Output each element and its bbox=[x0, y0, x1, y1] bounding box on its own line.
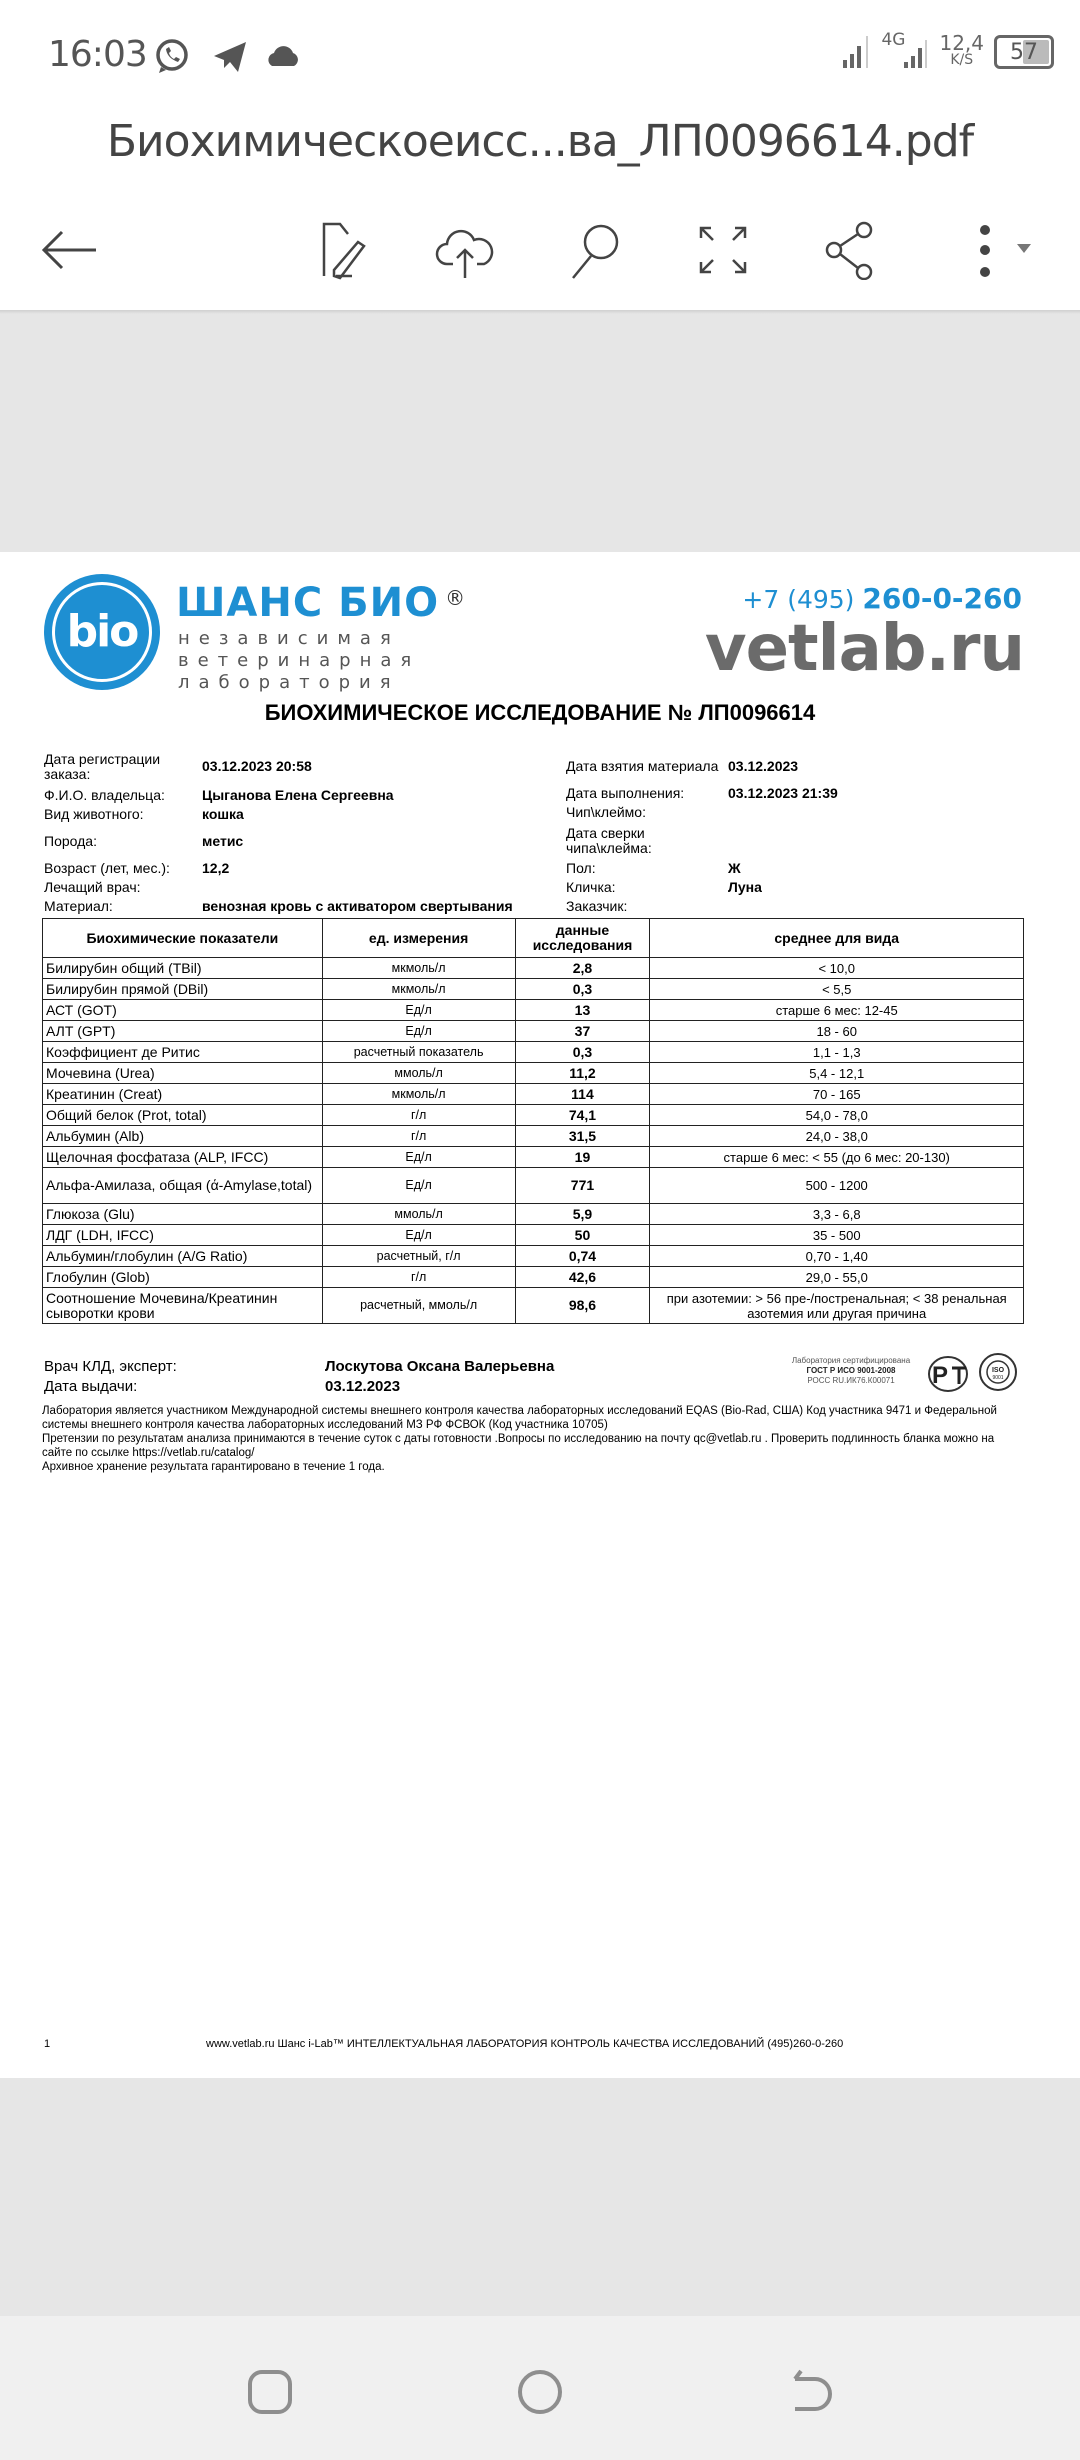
signal-4g-icon: 4G bbox=[881, 32, 929, 72]
brand-subtitle-3: лаборатория bbox=[178, 672, 400, 693]
fullscreen-button[interactable] bbox=[683, 210, 763, 290]
network-speed: 12,4 K/S bbox=[939, 31, 984, 68]
doctor-name: Лоскутова Оксана Валерьевна bbox=[325, 1358, 555, 1375]
table-row: Альбумин (Alb) г/л 31,5 24,0 - 38,0 bbox=[43, 1126, 1024, 1147]
info-value: 03.12.2023 21:39 bbox=[728, 785, 838, 801]
table-row: Билирубин общий (TBil) мкмоль/л 2,8 < 10,0 bbox=[43, 958, 1024, 979]
app-bar bbox=[0, 110, 1080, 310]
header-parameter: Биохимические показатели bbox=[43, 919, 323, 958]
status-bar bbox=[0, 0, 1080, 110]
navigation-bar bbox=[0, 2316, 1080, 2460]
info-label: Дата выполнения: bbox=[566, 785, 685, 801]
recents-icon bbox=[245, 2367, 295, 2417]
cloud-icon bbox=[264, 36, 304, 76]
table-row: Альфа-Амилаза, общая (ά-Amylase,total) Ед/л 771 500 - 1200 bbox=[43, 1168, 1024, 1204]
disclaimer: Лаборатория является участником Международной системы внешнего контроля качества лабораторных исследований EQAS (Bio-Rad, США) Код участника 9471 и Федеральной системы внешнего контроля качества лабораторных исследований МЗ РФ ФСВОК (Код участника 10705) Претензии по результатам анализа принимаются в течение суток с даты готовности .Вопросы по исследованию на почту qc@vetlab.ru . Проверить подлинность бланка можно на сайте по ссылке https://vetlab.ru/catalog/ Архивное хранение результата гарантировано в течение 1 года. bbox=[42, 1405, 997, 1473]
info-label: Кличка: bbox=[566, 879, 616, 895]
edit-document-icon bbox=[310, 220, 370, 280]
table-row: Коэффициент де Ритис расчетный показатель 0,3 1,1 - 1,3 bbox=[43, 1042, 1024, 1063]
upload-button[interactable] bbox=[425, 210, 505, 290]
home-button[interactable] bbox=[500, 2356, 580, 2428]
page-number: 1 bbox=[44, 2038, 51, 2050]
document-title: Биохимическоеисс...ва_ЛП0096614.pdf bbox=[106, 116, 974, 167]
info-value: Луна bbox=[728, 879, 762, 895]
report-title: БИОХИМИЧЕСКОЕ ИССЛЕДОВАНИЕ № ЛП0096614 bbox=[264, 700, 816, 725]
info-value: Цыганова Елена Сергеевна bbox=[202, 787, 394, 803]
site-logo: vetlab.ru bbox=[704, 612, 1024, 686]
signal-icon bbox=[841, 34, 871, 70]
issue-date-label: Дата выдачи: bbox=[44, 1378, 138, 1395]
more-options-button[interactable] bbox=[940, 210, 1050, 290]
info-value: 12,2 bbox=[202, 860, 230, 876]
table-row: Глобулин (Glob) г/л 42,6 29,0 - 55,0 bbox=[43, 1267, 1024, 1288]
table-row: ЛДГ (LDH, IFCC) Ед/л 50 35 - 500 bbox=[43, 1225, 1024, 1246]
table-row: Глюкоза (Glu) ммоль/л 5,9 3,3 - 6,8 bbox=[43, 1204, 1024, 1225]
clock: 16:03 bbox=[48, 34, 147, 75]
table-row: АЛТ (GPT) Ед/л 37 18 - 60 bbox=[43, 1021, 1024, 1042]
header-unit: ед. измерения bbox=[322, 919, 515, 958]
info-value: 03.12.2023 bbox=[728, 758, 799, 774]
iso-certification-icon bbox=[978, 1352, 1018, 1392]
search-icon bbox=[565, 220, 625, 280]
table-row: АСТ (GOT) Ед/л 13 старше 6 мес: 12-45 bbox=[43, 1000, 1024, 1021]
info-label: Дата сверки чипа\клейма: bbox=[566, 825, 652, 856]
bio-logo: bio bbox=[44, 574, 160, 690]
info-label: Возраст (лет, мес.): bbox=[44, 860, 170, 876]
brand-subtitle-1: независимая bbox=[178, 628, 400, 649]
share-icon bbox=[820, 220, 880, 280]
brand-subtitle-2: ветеринарная bbox=[178, 650, 421, 671]
info-label: Дата взятия материала bbox=[566, 758, 719, 774]
page-footer: www.vetlab.ru Шанс i-Lab™ ИНТЕЛЛЕКТУАЛЬНАЯ ЛАБОРАТОРИЯ КОНТРОЛЬ КАЧЕСТВА ИССЛЕДОВАНИЙ (495)260-0-260 bbox=[206, 2038, 844, 2050]
info-label: Вид животного: bbox=[44, 806, 144, 822]
toolbar bbox=[0, 210, 1080, 300]
share-button[interactable] bbox=[810, 210, 890, 290]
header-result: данные исследования bbox=[515, 919, 650, 958]
cloud-upload-icon bbox=[433, 220, 497, 280]
edit-document-button[interactable] bbox=[300, 210, 380, 290]
svg-text:P: P bbox=[932, 1362, 949, 1389]
table-row: Креатинин (Creat) мкмоль/л 114 70 - 165 bbox=[43, 1084, 1024, 1105]
info-label: Ф.И.О. владельца: bbox=[44, 787, 165, 803]
more-icon bbox=[945, 220, 1045, 280]
toolbar-shadow bbox=[0, 310, 1080, 314]
info-value: 03.12.2023 20:58 bbox=[202, 758, 312, 774]
info-label: Чип\клеймо: bbox=[566, 804, 646, 820]
issue-date: 03.12.2023 bbox=[325, 1378, 401, 1395]
table-row: Щелочная фосфатаза (ALP, IFCC) Ед/л 19 старше 6 мес: < 55 (до 6 мес: 20-130) bbox=[43, 1147, 1024, 1168]
back-arrow-icon bbox=[40, 220, 100, 280]
info-label: Дата регистрации заказа: bbox=[44, 751, 161, 782]
battery-icon: 57 bbox=[994, 35, 1054, 69]
back-button[interactable] bbox=[30, 210, 110, 290]
phone: +7 (495) 260-0-260 bbox=[742, 582, 1022, 615]
pdf-page[interactable] bbox=[0, 552, 1080, 2078]
info-label: Пол: bbox=[566, 860, 596, 876]
whatsapp-icon bbox=[152, 36, 192, 76]
home-icon bbox=[515, 2367, 565, 2417]
fullscreen-icon bbox=[693, 220, 753, 280]
table-row: Общий белок (Prot, total) г/л 74,1 54,0 - 78,0 bbox=[43, 1105, 1024, 1126]
info-value: метис bbox=[202, 833, 244, 849]
results-table bbox=[42, 918, 1024, 1324]
brand-name: ШАНС БИО ® bbox=[176, 580, 467, 626]
back-icon bbox=[785, 2367, 835, 2417]
certification-text: Лаборатория сертифицирована ГОСТ Р ИСО 9001-2008 РОСС RU.ИК76.К00071 bbox=[791, 1356, 911, 1385]
info-label: Заказчик: bbox=[566, 898, 628, 914]
telegram-icon bbox=[210, 36, 250, 76]
table-header-row bbox=[43, 919, 1024, 958]
table-row: Альбумин/глобулин (A/G Ratio) расчетный, г/л 0,74 0,70 - 1,40 bbox=[43, 1246, 1024, 1267]
header-reference: среднее для вида bbox=[650, 919, 1024, 958]
info-value: Ж bbox=[728, 860, 741, 876]
table-row: Билирубин прямой (DBil) мкмоль/л 0,3 < 5,5 bbox=[43, 979, 1024, 1000]
svg-text:9001: 9001 bbox=[992, 1375, 1004, 1381]
search-button[interactable] bbox=[555, 210, 635, 290]
info-value: кошка bbox=[202, 806, 244, 822]
info-label: Порода: bbox=[44, 833, 97, 849]
back-nav-button[interactable] bbox=[770, 2356, 850, 2428]
info-value: венозная кровь с активатором свертывания bbox=[202, 898, 513, 914]
rst-certification-icon bbox=[926, 1354, 970, 1394]
table-row: Мочевина (Urea) ммоль/л 11,2 5,4 - 12,1 bbox=[43, 1063, 1024, 1084]
doctor-label: Врач КЛД, эксперт: bbox=[44, 1358, 177, 1375]
info-label: Материал: bbox=[44, 898, 113, 914]
info-label: Лечащий врач: bbox=[44, 879, 141, 895]
recents-button[interactable] bbox=[230, 2356, 310, 2428]
svg-text:ISO: ISO bbox=[991, 1367, 1005, 1374]
table-row: Соотношение Мочевина/Креатинин сыворотки крови расчетный, ммоль/л 98,6 при азотемии: > 56 пре-/постренальная; < 38 ренальная азотемия или другая причина bbox=[43, 1288, 1024, 1324]
